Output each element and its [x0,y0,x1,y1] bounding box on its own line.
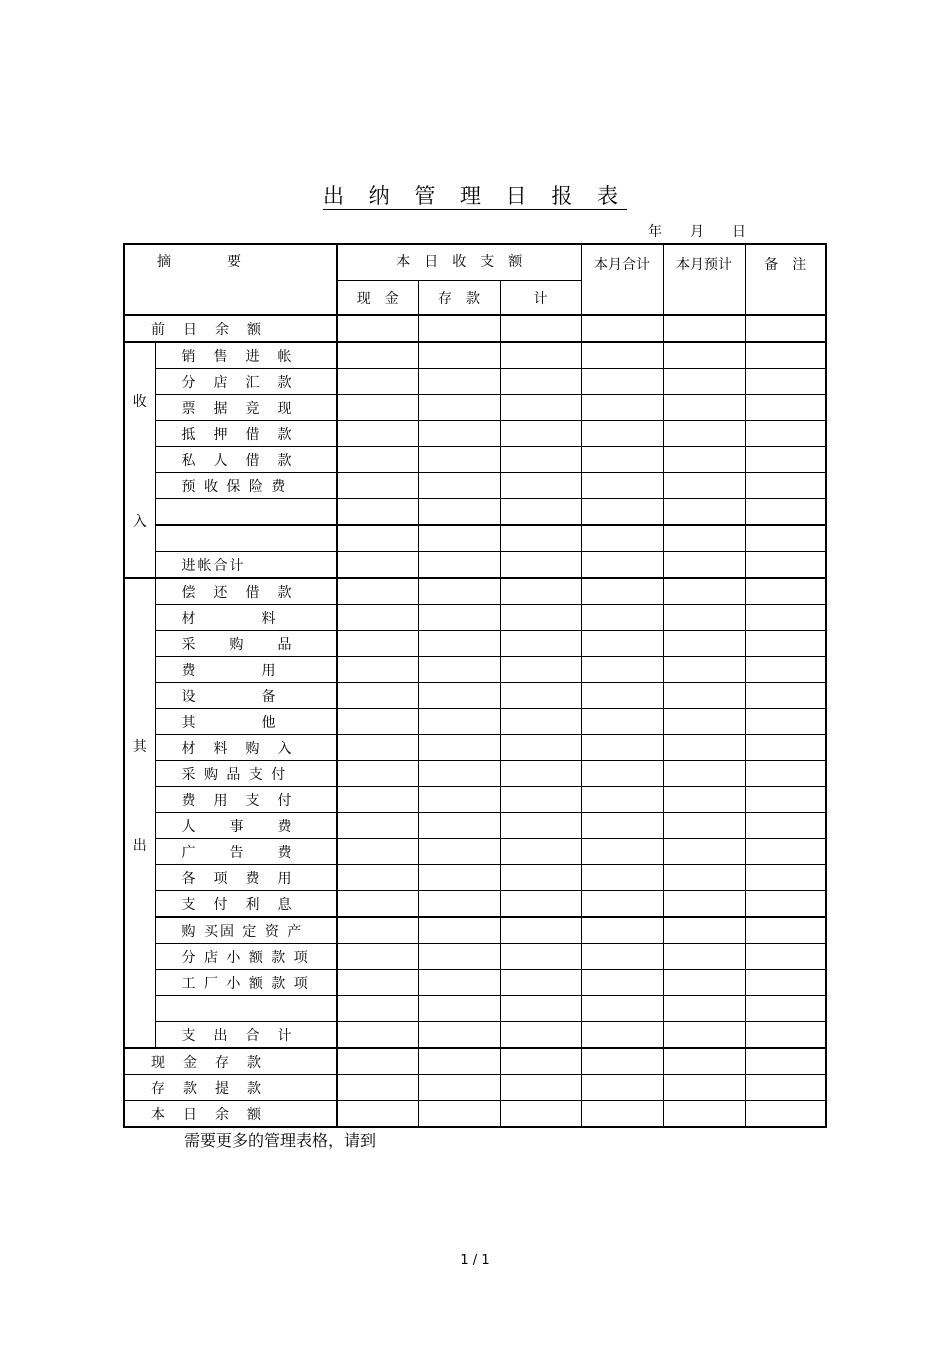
value-cell [500,944,581,970]
value-cell [663,369,745,395]
income-item: 票 据 竞 现 [155,395,337,421]
value-cell [500,735,581,761]
value-cell [418,944,500,970]
expense-group-label-top: 其 [132,739,147,755]
value-cell [418,499,500,526]
table-row [124,369,826,395]
income-item [155,525,337,552]
expense-item: 购 买固 定 资 产 [155,917,337,944]
value-cell [337,865,418,891]
table-row [124,578,826,605]
value-cell [581,787,663,813]
value-cell [337,1075,418,1101]
value-cell [337,839,418,865]
value-cell [418,473,500,499]
header-cash: 现 金 [337,281,418,316]
value-cell [418,395,500,421]
value-cell [500,813,581,839]
value-cell [500,395,581,421]
value-cell [500,342,581,369]
value-cell [500,552,581,579]
value-cell [418,342,500,369]
value-cell [581,761,663,787]
value-cell [663,315,745,342]
value-cell [337,421,418,447]
income-group-label-bottom: 入 [132,514,147,530]
value-cell [663,631,745,657]
value-cell [337,473,418,499]
value-cell [581,525,663,552]
header-month-total: 本月合计 [581,244,663,315]
expense-item: 其 他 [155,709,337,735]
value-cell [663,1075,745,1101]
value-cell [500,499,581,526]
value-cell [745,917,826,944]
value-cell [337,917,418,944]
income-item: 销 售 进 帐 [155,342,337,369]
value-cell [581,735,663,761]
value-cell [581,944,663,970]
value-cell [418,631,500,657]
table-row [124,342,826,369]
value-cell [337,761,418,787]
bottom-row-label: 现 金 存 款 [124,1048,337,1075]
table-row [124,970,826,996]
value-cell [581,395,663,421]
expense-item: 偿 还 借 款 [155,578,337,605]
value-cell [745,709,826,735]
value-cell [581,605,663,631]
value-cell [663,342,745,369]
value-cell [418,683,500,709]
value-cell [337,315,418,342]
value-cell [745,499,826,526]
value-cell [745,1075,826,1101]
value-cell [663,1022,745,1049]
expense-item: 人 事 费 [155,813,337,839]
value-cell [337,552,418,579]
header-daily-amount: 本 日 收 支 额 [337,244,581,281]
table-row [124,421,826,447]
value-cell [581,813,663,839]
header-total: 计 [500,281,581,316]
income-group-label-top: 收 [132,394,147,410]
value-cell [500,683,581,709]
income-item [155,499,337,526]
expense-item: 费 用 [155,657,337,683]
value-cell [663,473,745,499]
value-cell [500,1048,581,1075]
value-cell [581,891,663,918]
table-row [124,683,826,709]
table-row [124,395,826,421]
header-deposit: 存 款 [418,281,500,316]
value-cell [663,525,745,552]
value-cell [581,473,663,499]
footer-note: 需要更多的管理表格，请到 [184,1131,377,1150]
value-cell [581,369,663,395]
value-cell [581,631,663,657]
value-cell [745,970,826,996]
value-cell [418,735,500,761]
value-cell [745,735,826,761]
value-cell [337,525,418,552]
value-cell [418,447,500,473]
value-cell [418,315,500,342]
value-cell [581,421,663,447]
expense-item: 设 备 [155,683,337,709]
value-cell [418,578,500,605]
value-cell [745,944,826,970]
value-cell [745,315,826,342]
table-row [124,865,826,891]
value-cell [581,865,663,891]
value-cell [500,421,581,447]
value-cell [418,891,500,918]
value-cell [663,421,745,447]
value-cell [745,839,826,865]
value-cell [581,578,663,605]
table-row [124,839,826,865]
expense-item: 费 用 支 付 [155,787,337,813]
value-cell [418,996,500,1022]
expense-item: 支 付 利 息 [155,891,337,918]
expense-total: 支 出 合 计 [155,1022,337,1049]
value-cell [337,369,418,395]
value-cell [337,605,418,631]
table-row [124,813,826,839]
expense-item: 采 购 品 支 付 [155,761,337,787]
value-cell [500,657,581,683]
value-cell [663,499,745,526]
value-cell [337,735,418,761]
value-cell [418,839,500,865]
table-row [124,761,826,787]
value-cell [418,552,500,579]
value-cell [500,1075,581,1101]
value-cell [663,605,745,631]
value-cell [581,1022,663,1049]
value-cell [418,865,500,891]
value-cell [663,996,745,1022]
value-cell [663,891,745,918]
value-cell [663,578,745,605]
value-cell [663,944,745,970]
value-cell [745,683,826,709]
table-row [124,944,826,970]
table-row [124,709,826,735]
value-cell [581,1075,663,1101]
value-cell [418,525,500,552]
value-cell [418,657,500,683]
expense-group [124,578,155,1048]
value-cell [337,683,418,709]
value-cell [663,657,745,683]
date-year: 年 [648,224,662,240]
expense-item [155,996,337,1022]
income-total: 进帐合计 [155,552,337,579]
value-cell [581,552,663,579]
date-day: 日 [732,224,746,240]
value-cell [663,709,745,735]
value-cell [663,1048,745,1075]
value-cell [418,709,500,735]
value-cell [745,605,826,631]
value-cell [337,709,418,735]
bottom-row-label: 存 款 提 款 [124,1075,337,1101]
value-cell [745,447,826,473]
value-cell [500,996,581,1022]
value-cell [337,1101,418,1128]
header-summary: 摘 要 [124,244,337,315]
expense-group-label-bottom: 出 [132,838,147,854]
value-cell [500,315,581,342]
table-row [124,525,826,552]
value-cell [745,395,826,421]
value-cell [500,865,581,891]
value-cell [500,1022,581,1049]
cashier-daily-report-table [123,243,827,1128]
table-row [124,1048,826,1075]
value-cell [663,683,745,709]
table-row [124,605,826,631]
value-cell [337,970,418,996]
table-row [124,1101,826,1128]
header-month-forecast: 本月预计 [663,244,745,315]
value-cell [337,657,418,683]
value-cell [500,761,581,787]
value-cell [663,761,745,787]
page-number: 1 / 1 [460,1253,490,1268]
value-cell [337,578,418,605]
value-cell [581,315,663,342]
value-cell [745,813,826,839]
value-cell [418,369,500,395]
value-cell [745,891,826,918]
value-cell [337,1022,418,1049]
value-cell [500,447,581,473]
table-row [124,1022,826,1049]
value-cell [418,421,500,447]
value-cell [337,996,418,1022]
header-remarks: 备 注 [745,244,826,315]
expense-item: 材 料 购 入 [155,735,337,761]
value-cell [500,525,581,552]
value-cell [418,813,500,839]
value-cell [418,970,500,996]
value-cell [418,1101,500,1128]
value-cell [500,631,581,657]
table-row [124,787,826,813]
value-cell [500,891,581,918]
table-row [124,447,826,473]
value-cell [745,631,826,657]
value-cell [418,1075,500,1101]
value-cell [745,578,826,605]
value-cell [663,865,745,891]
value-cell [663,1101,745,1128]
value-cell [337,891,418,918]
value-cell [500,1101,581,1128]
value-cell [418,1048,500,1075]
expense-item: 工 厂 小 额 款 项 [155,970,337,996]
value-cell [418,917,500,944]
value-cell [581,1101,663,1128]
value-cell [745,1101,826,1128]
row-previous-balance: 前 日 余 额 [124,315,337,342]
value-cell [500,787,581,813]
value-cell [745,657,826,683]
table-row [124,315,826,342]
value-cell [337,395,418,421]
bottom-row-label: 本 日 余 额 [124,1101,337,1128]
table-row [124,499,826,526]
value-cell [745,421,826,447]
value-cell [581,499,663,526]
value-cell [337,1048,418,1075]
table-row [124,473,826,499]
value-cell [581,709,663,735]
table-row [124,657,826,683]
value-cell [663,813,745,839]
value-cell [337,787,418,813]
value-cell [500,970,581,996]
value-cell [418,605,500,631]
value-cell [745,865,826,891]
value-cell [337,499,418,526]
value-cell [500,917,581,944]
income-item: 抵 押 借 款 [155,421,337,447]
value-cell [500,839,581,865]
value-cell [337,342,418,369]
value-cell [500,369,581,395]
income-item: 预 收 保 险 费 [155,473,337,499]
table-row [124,917,826,944]
value-cell [500,473,581,499]
table-row [124,1075,826,1101]
table-row [124,891,826,918]
report-title: 出 纳 管 理 日 报 表 [322,184,628,208]
value-cell [581,342,663,369]
expense-item: 各 项 费 用 [155,865,337,891]
value-cell [500,709,581,735]
value-cell [337,447,418,473]
value-cell [581,657,663,683]
value-cell [745,552,826,579]
value-cell [418,787,500,813]
value-cell [745,1022,826,1049]
value-cell [745,996,826,1022]
value-cell [745,761,826,787]
value-cell [745,342,826,369]
value-cell [745,787,826,813]
value-cell [418,1022,500,1049]
value-cell [745,473,826,499]
value-cell [337,631,418,657]
value-cell [581,683,663,709]
value-cell [663,447,745,473]
value-cell [663,839,745,865]
value-cell [581,996,663,1022]
value-cell [663,735,745,761]
value-cell [663,395,745,421]
income-group [124,342,155,578]
value-cell [581,917,663,944]
income-item: 分 店 汇 款 [155,369,337,395]
table-row [124,996,826,1022]
value-cell [663,917,745,944]
expense-item: 采 购 品 [155,631,337,657]
value-cell [663,552,745,579]
value-cell [337,944,418,970]
table-row [124,735,826,761]
value-cell [418,761,500,787]
value-cell [745,1048,826,1075]
value-cell [500,578,581,605]
value-cell [745,369,826,395]
value-cell [581,970,663,996]
expense-item: 分 店 小 额 款 项 [155,944,337,970]
date-month: 月 [690,224,704,240]
expense-item: 广 告 费 [155,839,337,865]
table-row [124,631,826,657]
value-cell [581,1048,663,1075]
expense-item: 材 料 [155,605,337,631]
value-cell [337,813,418,839]
value-cell [500,605,581,631]
value-cell [745,525,826,552]
value-cell [581,839,663,865]
value-cell [663,787,745,813]
value-cell [663,970,745,996]
income-item: 私 人 借 款 [155,447,337,473]
table-row [124,552,826,579]
value-cell [581,447,663,473]
